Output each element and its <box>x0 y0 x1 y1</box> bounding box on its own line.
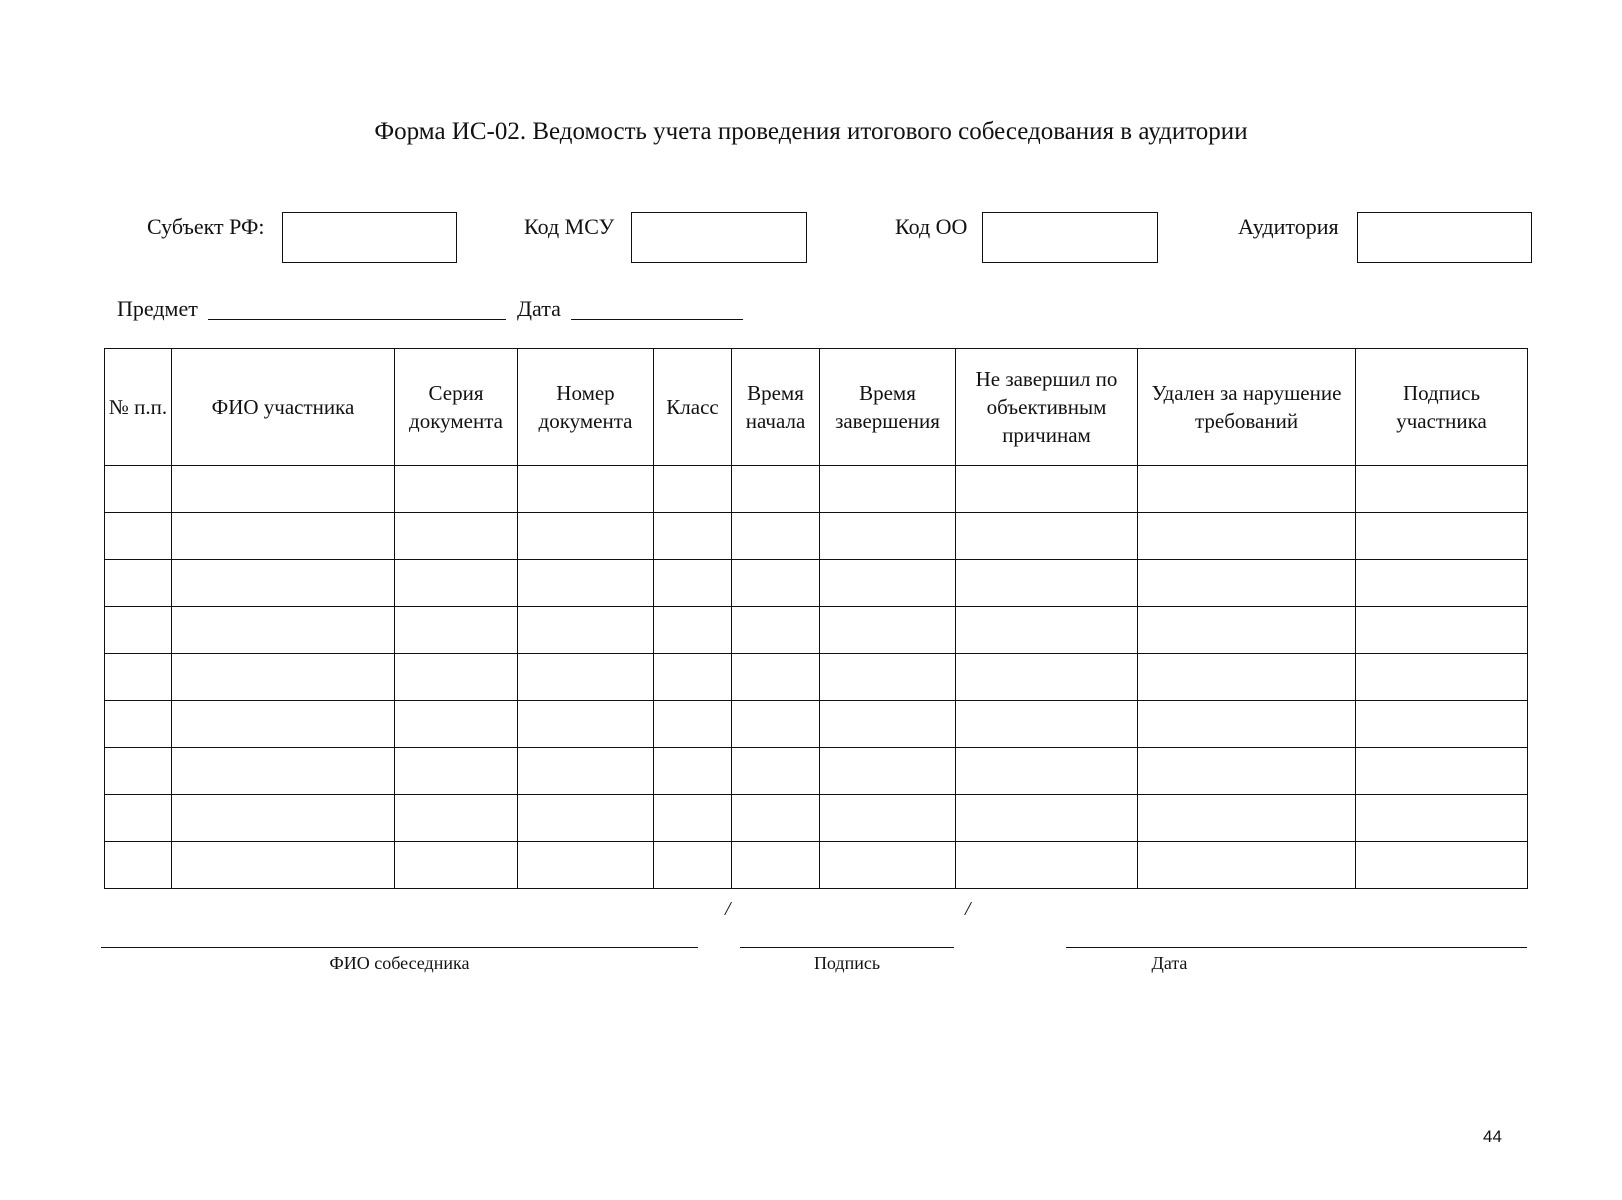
table-cell[interactable] <box>395 607 518 654</box>
header-removed: Удален за нарушение требований <box>1138 349 1356 466</box>
table-cell[interactable] <box>395 795 518 842</box>
subject-label: Предмет <box>117 296 198 321</box>
table-cell[interactable] <box>518 607 654 654</box>
header-participant-signature: Подпись участника <box>1356 349 1528 466</box>
table-row <box>105 466 1528 513</box>
page-number: 44 <box>1483 1127 1502 1146</box>
table-cell[interactable] <box>105 748 172 795</box>
header-document-series: Серия документа <box>395 349 518 466</box>
table-cell[interactable] <box>654 654 732 701</box>
table-cell[interactable] <box>172 748 395 795</box>
table-cell[interactable] <box>654 842 732 889</box>
table-row <box>105 842 1528 889</box>
table-cell[interactable] <box>1356 748 1528 795</box>
table-cell[interactable] <box>1356 654 1528 701</box>
table-cell[interactable] <box>654 560 732 607</box>
table-cell[interactable] <box>1356 466 1528 513</box>
table-row <box>105 654 1528 701</box>
table-cell[interactable] <box>518 654 654 701</box>
table-cell[interactable] <box>1138 795 1356 842</box>
table-cell[interactable] <box>395 842 518 889</box>
table-cell[interactable] <box>105 654 172 701</box>
table-cell[interactable] <box>105 842 172 889</box>
table-cell[interactable] <box>956 842 1138 889</box>
table-cell[interactable] <box>105 701 172 748</box>
table-body <box>105 466 1528 889</box>
table-cell[interactable] <box>820 607 956 654</box>
header-not-completed: Не завершил по объективным причинам <box>956 349 1138 466</box>
table-cell[interactable] <box>654 701 732 748</box>
table-cell[interactable] <box>1138 748 1356 795</box>
form-title: Форма ИС-02. Ведомость учета проведения итогового собеседования в аудитории <box>374 118 1248 145</box>
interviewer-signature-caption: Подпись <box>813 953 881 973</box>
date-fill-line[interactable] <box>571 319 743 320</box>
header-document-number: Номер документа <box>518 349 654 466</box>
table-cell[interactable] <box>172 654 395 701</box>
table-cell[interactable] <box>172 513 395 560</box>
table-cell[interactable] <box>1356 701 1528 748</box>
table-cell[interactable] <box>518 466 654 513</box>
room-input-box[interactable] <box>1357 212 1532 263</box>
header-number: № п.п. <box>105 349 172 466</box>
table-cell[interactable] <box>395 701 518 748</box>
table-cell[interactable] <box>395 748 518 795</box>
oo-code-label: Код ОО <box>895 214 968 239</box>
table-cell[interactable] <box>820 842 956 889</box>
signature-date-line[interactable] <box>1066 947 1527 948</box>
table-cell[interactable] <box>395 466 518 513</box>
table-cell[interactable] <box>518 513 654 560</box>
table-cell[interactable] <box>1356 842 1528 889</box>
table-cell[interactable] <box>1138 513 1356 560</box>
interviewer-name-caption: ФИО собеседника <box>329 953 470 973</box>
table-cell[interactable] <box>105 560 172 607</box>
table-cell[interactable] <box>732 748 820 795</box>
table-cell[interactable] <box>654 466 732 513</box>
table-row <box>105 795 1528 842</box>
table-row <box>105 560 1528 607</box>
header-start-time: Время начала <box>732 349 820 466</box>
table-cell[interactable] <box>1356 607 1528 654</box>
header-grade: Класс <box>654 349 732 466</box>
table-row <box>105 701 1528 748</box>
table-header-row <box>105 349 1528 466</box>
table-cell[interactable] <box>732 607 820 654</box>
room-label: Аудитория <box>1238 214 1339 239</box>
table-cell[interactable] <box>105 795 172 842</box>
msu-code-input-box[interactable] <box>631 212 807 263</box>
table-cell[interactable] <box>956 466 1138 513</box>
table-cell[interactable] <box>820 701 956 748</box>
table-cell[interactable] <box>518 795 654 842</box>
signature-date-caption: Дата <box>1151 953 1188 973</box>
attendance-table <box>104 348 1528 889</box>
table-cell[interactable] <box>820 466 956 513</box>
msu-code-label: Код МСУ <box>524 214 615 239</box>
table-cell[interactable] <box>956 607 1138 654</box>
table-cell[interactable] <box>1138 701 1356 748</box>
table-cell[interactable] <box>732 466 820 513</box>
table-cell[interactable] <box>105 466 172 513</box>
table-cell[interactable] <box>956 560 1138 607</box>
table-cell[interactable] <box>172 607 395 654</box>
table-cell[interactable] <box>956 795 1138 842</box>
table-cell[interactable] <box>732 701 820 748</box>
table-cell[interactable] <box>732 560 820 607</box>
table-cell[interactable] <box>395 560 518 607</box>
separator-slash-2: / <box>965 898 971 920</box>
table-cell[interactable] <box>956 513 1138 560</box>
table-row <box>105 748 1528 795</box>
table-cell[interactable] <box>1138 466 1356 513</box>
table-row <box>105 513 1528 560</box>
table-cell[interactable] <box>732 842 820 889</box>
table-cell[interactable] <box>518 560 654 607</box>
interviewer-signature-line[interactable] <box>740 947 954 948</box>
table-cell[interactable] <box>654 513 732 560</box>
table-cell[interactable] <box>105 607 172 654</box>
region-input-box[interactable] <box>282 212 457 263</box>
table-cell[interactable] <box>956 701 1138 748</box>
table-cell[interactable] <box>732 513 820 560</box>
table-cell[interactable] <box>820 748 956 795</box>
table-row <box>105 607 1528 654</box>
table-cell[interactable] <box>820 513 956 560</box>
table-cell[interactable] <box>1138 560 1356 607</box>
table-cell[interactable] <box>172 466 395 513</box>
table-cell[interactable] <box>105 513 172 560</box>
table-cell[interactable] <box>654 795 732 842</box>
table-cell[interactable] <box>1138 842 1356 889</box>
table-cell[interactable] <box>956 654 1138 701</box>
table-cell[interactable] <box>172 701 395 748</box>
table-cell[interactable] <box>732 654 820 701</box>
table-cell[interactable] <box>654 748 732 795</box>
table-cell[interactable] <box>395 654 518 701</box>
table-cell[interactable] <box>518 748 654 795</box>
interviewer-name-line[interactable] <box>101 947 698 948</box>
table-cell[interactable] <box>956 748 1138 795</box>
table-cell[interactable] <box>172 795 395 842</box>
table-cell[interactable] <box>172 842 395 889</box>
table-cell[interactable] <box>1356 513 1528 560</box>
header-end-time: Время завершения <box>820 349 956 466</box>
region-label: Субъект РФ: <box>147 214 265 239</box>
separator-slash-1: / <box>725 898 731 920</box>
table-cell[interactable] <box>820 654 956 701</box>
date-label: Дата <box>517 296 561 321</box>
header-participant-name: ФИО участника <box>172 349 395 466</box>
table-cell[interactable] <box>1356 795 1528 842</box>
oo-code-input-box[interactable] <box>982 212 1158 263</box>
table-cell[interactable] <box>654 607 732 654</box>
table-cell[interactable] <box>395 513 518 560</box>
table-cell[interactable] <box>820 560 956 607</box>
table-cell[interactable] <box>1138 607 1356 654</box>
table-cell[interactable] <box>820 795 956 842</box>
table-cell[interactable] <box>518 842 654 889</box>
table-cell[interactable] <box>1138 654 1356 701</box>
table-cell[interactable] <box>732 795 820 842</box>
table-cell[interactable] <box>172 560 395 607</box>
table-cell[interactable] <box>1356 560 1528 607</box>
table-cell[interactable] <box>518 701 654 748</box>
subject-fill-line[interactable] <box>208 319 506 320</box>
